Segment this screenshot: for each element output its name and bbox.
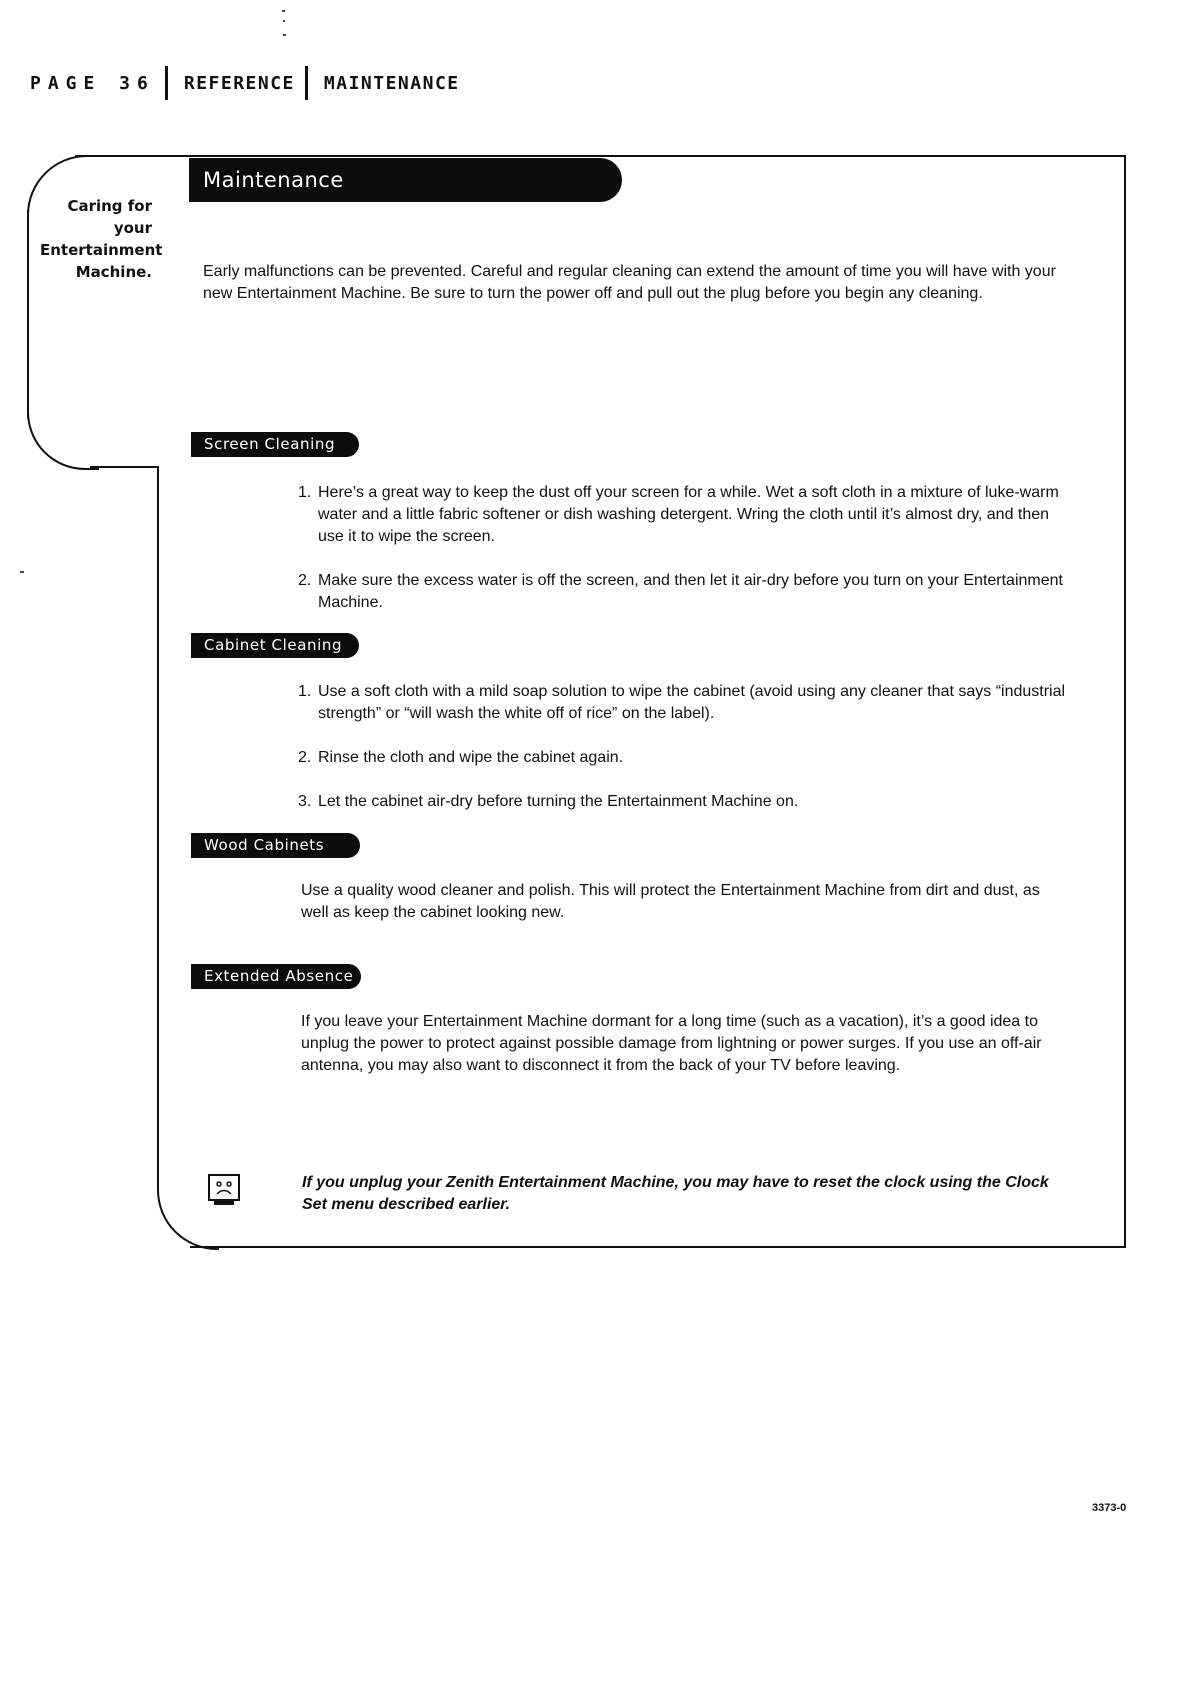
list-item xyxy=(298,570,1068,614)
sidebar-line: Entertainment xyxy=(40,241,163,259)
intro-paragraph: Early malfunctions can be prevented. Careful and regular cleaning can extend the amount of time you will have with your new Entertainment Machine. Be sure to turn the power off and pull out the plug before you begin any cleaning. xyxy=(203,263,1056,302)
frame-border-top xyxy=(75,155,1125,157)
page-header xyxy=(30,66,460,100)
extended-absence-text: If you leave your Entertainment Machine dormant for a long time (such as a vacation), it’s a good idea to unplug the power to protect against possible damage from lightning or power surges. If you use an off-air antenna, you may also want to disconnect it from the back of your TV before leaving. xyxy=(301,1013,1042,1074)
list-text: Use a soft cloth with a mild soap solution to wipe the cabinet (avoid using any cleaner that says “industrial strength” or “will wash the white off of rice” on the label). xyxy=(318,683,1066,722)
scan-speck xyxy=(20,571,24,573)
section-banner: Maintenance xyxy=(189,158,622,202)
list-item xyxy=(298,482,1068,548)
frame-border-bottom xyxy=(190,1246,1126,1248)
sidebar-line: your xyxy=(113,219,152,237)
list-number: 2. xyxy=(298,572,312,589)
list-number: 2. xyxy=(298,749,312,766)
header-divider xyxy=(165,66,168,100)
sidebar-line: Caring for xyxy=(67,197,152,215)
scan-speck xyxy=(282,10,285,12)
list-number: 1. xyxy=(298,484,312,501)
frame-corner-mid-left xyxy=(27,410,99,470)
list-item xyxy=(298,791,1068,813)
list-text: Make sure the excess water is off the screen, and then let it air-dry before you turn on your Entertainment Machine. xyxy=(318,572,1063,611)
list-item xyxy=(298,747,1068,769)
header-section: REFERENCE xyxy=(183,72,295,94)
wood-cabinets-text: Use a quality wood cleaner and polish. This will protect the Entertainment Machine from dirt and dust, as well as keep the cabinet looking new. xyxy=(301,882,1040,921)
list-text: Let the cabinet air-dry before turning the Entertainment Machine on. xyxy=(318,793,799,810)
scan-speck xyxy=(283,20,285,22)
note-text: If you unplug your Zenith Entertainment Machine, you may have to reset the clock using the Clock Set menu described earlier. xyxy=(302,1174,1049,1213)
sad-tv-icon xyxy=(207,1173,243,1209)
heading-cabinet-cleaning: Cabinet Cleaning xyxy=(191,633,359,658)
page-number: PAGE 36 xyxy=(30,72,155,94)
list-item xyxy=(298,681,1068,725)
header-topic: MAINTENANCE xyxy=(323,72,460,94)
frame-border-step xyxy=(90,466,159,468)
frame-border-left-upper xyxy=(27,210,29,418)
heading-extended-absence: Extended Absence xyxy=(191,964,361,989)
sidebar-caption xyxy=(40,195,163,283)
heading-wood-cabinets: Wood Cabinets xyxy=(191,833,360,858)
list-number: 3. xyxy=(298,793,312,810)
document-code: 3373-0 xyxy=(1092,1502,1127,1514)
sidebar-line: Machine. xyxy=(75,263,152,281)
header-divider xyxy=(305,66,308,100)
scan-speck xyxy=(283,34,286,36)
list-text: Here’s a great way to keep the dust off your screen for a while. Wet a soft cloth in a mixture of luke-warm water and a little fabric softener or dish washing detergent. Wring the cloth until it’s almost dry, and then use it to wipe the screen. xyxy=(318,484,1059,545)
list-text: Rinse the cloth and wipe the cabinet again. xyxy=(318,749,624,766)
frame-border-left xyxy=(157,468,159,1190)
heading-screen-cleaning: Screen Cleaning xyxy=(191,432,359,457)
frame-border-right xyxy=(1124,155,1126,1247)
list-number: 1. xyxy=(298,683,312,700)
